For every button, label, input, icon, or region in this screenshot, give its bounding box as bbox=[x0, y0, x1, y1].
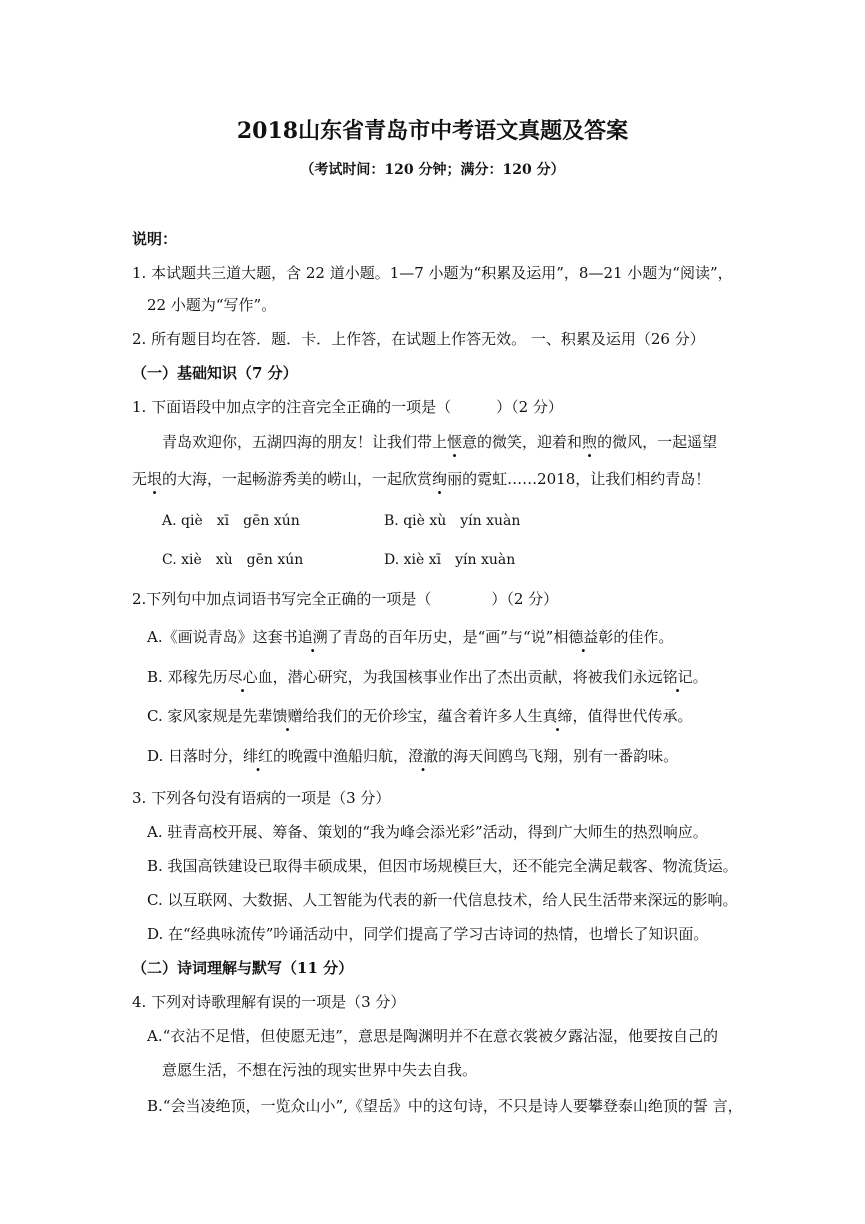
question-3-stem: 3. 下列各句没有语病的一项是（3 分） bbox=[132, 789, 391, 807]
q3-option-c: C. 以互联网、大数据、人工智能为代表的新一代信息技术，给人民生活带来深远的影响。 bbox=[147, 891, 738, 909]
instruction-item-1-cont: 22 小题为“写作”。 bbox=[147, 296, 277, 314]
dotted-word: 真缔 bbox=[542, 707, 573, 725]
q4-option-a-cont: 意愿生活，不想在污浊的现实世界中失去自我。 bbox=[162, 1061, 478, 1079]
q1-option-a: A. qiè xī gēn xún bbox=[162, 513, 300, 529]
dotted-word: 铭记 bbox=[662, 668, 693, 686]
instructions-heading: 说明： bbox=[132, 230, 178, 248]
q2-option-b: B. 邓稼先历尽心血，潜心研究，为我国核事业作出了杰出贡献，将被我们永远铭记。 bbox=[147, 668, 708, 686]
dotted-word: 绯红 bbox=[243, 747, 274, 765]
dotted-char: 垠 bbox=[147, 470, 163, 488]
question-1-passage-line-2: 无垠的大海，一起畅游秀美的崂山，一起欣赏绚丽的霓虹……2018，让我们相约青岛！ bbox=[132, 470, 711, 488]
exam-info: （考试时间：120 分钟；满分：120 分） bbox=[300, 162, 565, 178]
q3-option-b: B. 我国高铁建设已取得丰硕成果，但因市场规模巨大，还不能完全满足载客、物流货运。 bbox=[147, 857, 738, 875]
q1-option-b: B. qiè xù yín xuàn bbox=[384, 513, 521, 529]
question-1-stem: 1. 下面语段中加点字的注音完全正确的一项是（ ）（2 分） bbox=[132, 398, 563, 416]
question-4-stem: 4. 下列对诗歌理解有误的一项是（3 分） bbox=[132, 993, 406, 1011]
q4-option-a: A.“衣沾不足惜，但使愿无违”，意思是陶渊明并不在意衣裳被夕露沾湿，他要按自己的 bbox=[147, 1027, 718, 1045]
q2-option-c: C. 家风家规是先辈馈赠给我们的无价珍宝，蕴含着许多人生真缔，值得世代传承。 bbox=[147, 707, 693, 725]
q4-option-b: B.“会当凌绝顶，一览众山小”,《望岳》中的这句诗，不只是诗人要攀登泰山绝顶的誓 言， bbox=[147, 1097, 743, 1115]
dotted-word: 追溯 bbox=[297, 628, 328, 646]
page-title: 2018山东省青岛市中考语文真题及答案 bbox=[236, 118, 629, 144]
q2-option-a: A.《画说青岛》这套书追溯了青岛的百年历史，是“画”与“说”相德益彰的佳作。 bbox=[147, 628, 674, 646]
dotted-char: 惬 bbox=[447, 433, 463, 451]
dotted-word: 历尽心血 bbox=[212, 668, 273, 686]
dotted-word: 澄澈 bbox=[408, 747, 439, 765]
section-heading-basic: （一）基础知识（7 分） bbox=[132, 364, 298, 382]
instruction-item-2: 2. 所有题目均在答．题．卡．上作答，在试题上作答无效。 一、积累及运用（26 分） bbox=[132, 330, 705, 348]
question-2-stem: 2.下列句中加点词语书写完全正确的一项是（ ）（2 分） bbox=[132, 590, 559, 608]
dotted-char: 绚 bbox=[432, 470, 448, 488]
q3-option-d: D. 在“经典咏流传”吟诵活动中，同学们提高了学习古诗词的热情，也增长了知识面。 bbox=[147, 925, 709, 943]
dotted-word: 馈赠 bbox=[272, 707, 303, 725]
dotted-char: 煦 bbox=[582, 433, 598, 451]
q1-option-c: C. xiè xù gēn xún bbox=[162, 552, 304, 568]
section-heading-poetry: （二）诗词理解与默写（11 分） bbox=[132, 959, 354, 977]
dotted-word: 相德益彰 bbox=[553, 628, 614, 646]
q3-option-a: A. 驻青高校开展、筹备、策划的“我为峰会添光彩”活动，得到广大师生的热烈响应。 bbox=[147, 823, 708, 841]
q1-option-d: D. xiè xī yín xuàn bbox=[384, 552, 516, 568]
q2-option-d: D. 日落时分，绯红的晚霞中渔船归航，澄澈的海天间鸥鸟飞翔，别有一番韵味。 bbox=[147, 747, 679, 765]
question-1-passage-line-1: 青岛欢迎你，五湖四海的朋友！让我们带上惬意的微笑，迎着和煦的微风，一起遥望 bbox=[162, 433, 718, 451]
instruction-item-1: 1. 本试题共三道大题，含 22 道小题。1—7 小题为“积累及运用”，8—21 小题为“阅读”， bbox=[132, 264, 733, 282]
